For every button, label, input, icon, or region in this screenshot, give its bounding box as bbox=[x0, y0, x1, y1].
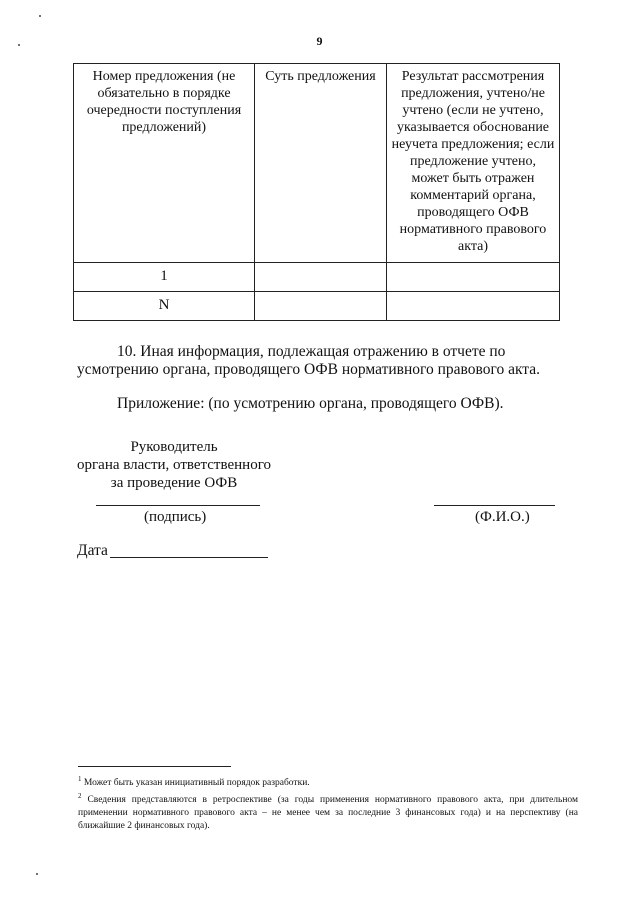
footnote-mark: 2 bbox=[78, 792, 82, 801]
table-cell: 1 bbox=[74, 263, 255, 292]
table-row bbox=[74, 263, 560, 292]
page-number: 9 bbox=[316, 34, 323, 48]
signatory-title bbox=[74, 438, 274, 492]
table-header-row bbox=[74, 64, 560, 263]
proposals-table bbox=[73, 63, 560, 321]
signatory-title-line: Руководитель bbox=[130, 439, 218, 455]
header-proposal-essence: Суть предложения bbox=[255, 64, 387, 263]
signature-line bbox=[96, 505, 260, 506]
footnote-mark: 1 bbox=[78, 775, 82, 783]
date-line bbox=[110, 557, 268, 558]
header-proposal-number: Номер предложения (не обязательно в порядке очередности поступления предложений) bbox=[74, 64, 255, 263]
table-cell: N bbox=[74, 292, 255, 321]
signatory-title-line: за проведение ОФВ bbox=[110, 475, 238, 491]
appendix-text: Приложение: (по усмотрению органа, проводящего ОФВ). bbox=[117, 395, 504, 412]
section-10-text: 10. Иная информация, подлежащая отражению в отчете по усмотрению органа, проводящего ОФВ нормативного правового акта. bbox=[77, 343, 541, 378]
table-row bbox=[74, 292, 560, 321]
footnotes bbox=[78, 773, 578, 833]
table-cell bbox=[387, 263, 560, 292]
scan-speck bbox=[39, 15, 41, 17]
table-cell bbox=[255, 292, 387, 321]
footnote bbox=[78, 773, 578, 790]
name-caption: (Ф.И.О.) bbox=[475, 509, 530, 525]
table-cell bbox=[255, 263, 387, 292]
name-line bbox=[434, 505, 555, 506]
footnote-divider bbox=[78, 766, 231, 767]
table-cell bbox=[387, 292, 560, 321]
footnote-text: Может быть указан инициативный порядок разработки. bbox=[83, 778, 310, 789]
scan-speck bbox=[18, 44, 20, 46]
footnote bbox=[78, 790, 578, 833]
signature-caption: (подпись) bbox=[144, 509, 207, 525]
header-review-result: Результат рассмотрения предложения, учтено/не учтено (если не учтено, указывается обоснование неучета предложения; если предложение учтено, может быть отражен комментарий органа, проводящего ОФВ нормативного правового акта) bbox=[387, 64, 560, 263]
date-label: Дата bbox=[77, 542, 108, 559]
scan-speck bbox=[36, 873, 38, 875]
signatory-title-line: органа власти, ответственного bbox=[77, 457, 271, 473]
footnote-text: Сведения представляются в ретроспективе (за годы применения нормативного правового акта, при длительном применении нормативного правового акта – не менее чем за последние 3 финансовых года) и на перспективу (на ближайшие 2 финансовых года). bbox=[78, 795, 579, 832]
